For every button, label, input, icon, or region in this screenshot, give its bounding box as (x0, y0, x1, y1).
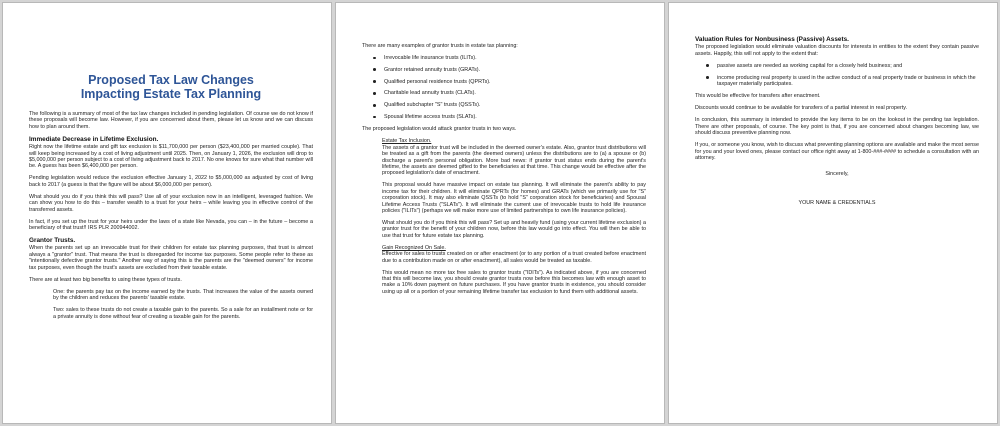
grantor-paragraph-1: When the parents set up an irrevocable trust for their children for estate tax planning purposes, that trust is almost always a "grantor" trust. That means the trust is disregarded for income tax purposes. Some people refer to these as "intentionally defective grantor trusts." Another way of saying this is the parents are the "deemed owners" for income tax purposes, even though the trust's assets are excluded from their taxable estate. (29, 245, 313, 271)
document-page-2 (335, 2, 665, 424)
inclusion-paragraph-2: This proposal would have massive impact on estate tax planning. It will eliminate the parent's ability to pay income tax for their children. It will eliminate QPRTs (for homes) and GRATs (which we primarily use for "S" corporation stock). It may also eliminate QSSTs (to hold "S" corporation stock for beneficiaries) and Spousal Lifetime Access Trusts ("SLATs"). It will eliminate the current use of irrevocable trusts to hold life insurance policies ("ILITs") (perhaps we will make more use of limited partnerships to own life insurance policies). (382, 182, 646, 215)
attack-intro: The proposed legislation would attack grantor trusts in two ways. (362, 126, 517, 133)
list-item-text: Qualified subchapter "S" trusts (QSSTs). (384, 102, 481, 109)
intro-paragraph: The following is a summary of most of the tax law changes included in pending legislation. Of course we do not know if these proposals will become law. However, if you are concerned about them, please let us know and we can discuss how to plan around them. (29, 111, 313, 130)
bullet-icon (373, 104, 376, 107)
heading-lifetime-exclusion: Immediate Decrease in Lifetime Exclusion. (29, 135, 159, 143)
heading-grantor-trusts: Grantor Trusts. (29, 237, 76, 245)
list-item-text: Irrevocable life insurance trusts (ILITs). (384, 55, 477, 61)
list-item (373, 114, 646, 120)
gain-paragraph-1: Effective for sales to trusts created on or after enactment (or to any portion of a trust created before enactment due to a contribution made on or after enactment), all sales would be treated as taxable. (382, 251, 646, 264)
list-item (373, 90, 646, 96)
title-line-2: Impacting Estate Tax Planning (80, 87, 262, 101)
conclusion-paragraph-1: In conclusion, this summary is intended to provide the key items to be on the lookout in the pending tax legislation. There are other proposals, of course. The key point is that, if you are concerned about changes becoming law, we should discuss preventive planning now. (695, 117, 979, 137)
grantor-benefit-one: One: the parents pay tax on the income earned by the trusts. That increases the value of the assets owned by the children and reduces the parents' taxable estate. (53, 288, 313, 302)
valuation-paragraph-3: Discounts would continue to be available for transfers of a partial interest in real property. (695, 105, 908, 112)
attack-section (362, 138, 646, 295)
gain-paragraph-2: This would mean no more tax free sales to grantor trusts ("IDITs"). As indicated above, if you are concerned that this will become law, you should create grantor trusts now before this becomes law with enough asset to make a 10% down payment on future purchases. If you have grantor trusts in existence, you should consider using up all or a portion of your remaining lifetime transfer tax exclusion to fund them with additional assets. (382, 269, 646, 295)
document-title (29, 73, 313, 101)
exemption-paragraph-1: Right now the lifetime estate and gift tax exclusion is $11,700,000 per person ($23,400,000 per married couple). That will keep being increased by a cost of living adjustment until 2025. Then, on January 1, 2026, the exclusion will drop to $5,000,000 per person subject to a cost of living adjustment back to 2017. No one knows for sure what that number will be. A guess has been $6,400,000 per person. (29, 144, 313, 170)
heading-valuation-rules: Valuation Rules for Nonbusiness (Passive) Assets. (695, 36, 849, 43)
list-item-text: Grantor retained annuity trusts (GRATs). (384, 66, 481, 73)
grantor-paragraph-2: There are at least two big benefits to using these types of trusts. (29, 276, 182, 283)
page-1-content (29, 73, 313, 326)
signature-credentials: YOUR NAME & CREDENTIALS (798, 199, 876, 206)
bullet-icon (706, 76, 709, 79)
title-line-1: Proposed Tax Law Changes (88, 73, 254, 87)
list-item (373, 67, 646, 73)
list-item-text: passive assets are needed as working capital for a closely held business; and (717, 62, 903, 69)
subheading-estate-tax-inclusion: Estate Tax Inclusion. (382, 138, 432, 145)
exemption-paragraph-3: What should you do if you think this will pass? Use all of your exclusion now in an intelligent, leveraged fashion. We can show you how to do this – transfer wealth to a trust for your heirs – while leaving you in effective control of the transferred assets. (29, 193, 313, 213)
examples-intro: There are many examples of grantor trusts in estate tax planning: (362, 43, 518, 49)
subheading-gain-recognized: Gain Recognized On Sale. (382, 244, 446, 251)
bullet-icon (373, 57, 376, 60)
signoff: Sincerely, (825, 171, 849, 178)
valuation-paragraph-2: This would be effective for transfers after enactment. (695, 93, 821, 100)
valuation-paragraph-1: The proposed legislation would eliminate valuation discounts for interests in entities to the extent they contain passive assets. Happily, this will not apply to the extent that: (695, 44, 979, 57)
list-item-text: Spousal lifetime access trusts (SLATs). (384, 113, 477, 120)
valuation-exceptions-list (695, 63, 979, 88)
bullet-icon (373, 92, 376, 95)
list-item (706, 75, 979, 88)
list-item (373, 55, 646, 61)
bullet-icon (373, 68, 376, 71)
list-item-text: Charitable lead annuity trusts (CLATs). (384, 90, 476, 97)
exemption-paragraph-2: Pending legislation would reduce the exclusion effective January 1, 2022 to $5,000,000 as adjusted by cost of living back to 2017 (a guess is that the figure will be about $6,000,000 per person). (29, 175, 313, 188)
inclusion-paragraph-3: What should you do if you think this will pass? Set up and heavily fund (using your current lifetime exclusion) a grantor trust for the benefit of your children now, before this law would go into effect. You will then be able to use that trust for future estate tax planning. (382, 220, 646, 239)
list-item (373, 79, 646, 85)
list-item-text: Qualified personal residence trusts (QPRTs). (384, 78, 491, 85)
list-item (706, 63, 979, 69)
bullet-icon (373, 116, 376, 119)
page-2-content (362, 43, 646, 301)
list-item (373, 102, 646, 108)
document-page-3 (668, 2, 998, 424)
bullet-icon (373, 80, 376, 83)
bullet-icon (706, 64, 709, 67)
page-3-content (695, 36, 979, 212)
grantor-trust-examples-list (362, 55, 646, 120)
inclusion-paragraph-1: The assets of a grantor trust will be included in the deemed owner's estate. Also, grantor trust distributions will be treated as a gift from the parents (the deemed owners) unless the distributions are to (a) a spouse or (b) discharge a parent's personal obligation. More bad news: if grantor trust status ends during the parent's lifetime, the assets are deemed gifted to the beneficiaries at that time. This change would be effective after the proposed legislation's date of enactment. (382, 144, 646, 177)
conclusion-paragraph-2: If you, or someone you know, wish to discuss what preventing planning options are available and make the most sense for you and your loved ones, please contact our office right away at 1-800-###-#### to schedule a consultation with an attorney. (695, 142, 979, 162)
grantor-benefit-two: Two: sales to these trusts do not create a taxable gain to the parents. So a sale for an installment note or for a private annuity is done without fear of creating a taxable gain for the parents. (53, 307, 313, 320)
list-item-text: income producing real property is used in the active conduct of a real property trade or business in which the taxpayer materially participates. (717, 74, 976, 88)
exemption-paragraph-4: In fact, if you set up the trust for your heirs under the laws of a state like Nevada, you can – in the future – become a beneficiary of that trust!! IRS PLR 200944002. (29, 218, 313, 232)
document-page-1 (2, 2, 332, 424)
